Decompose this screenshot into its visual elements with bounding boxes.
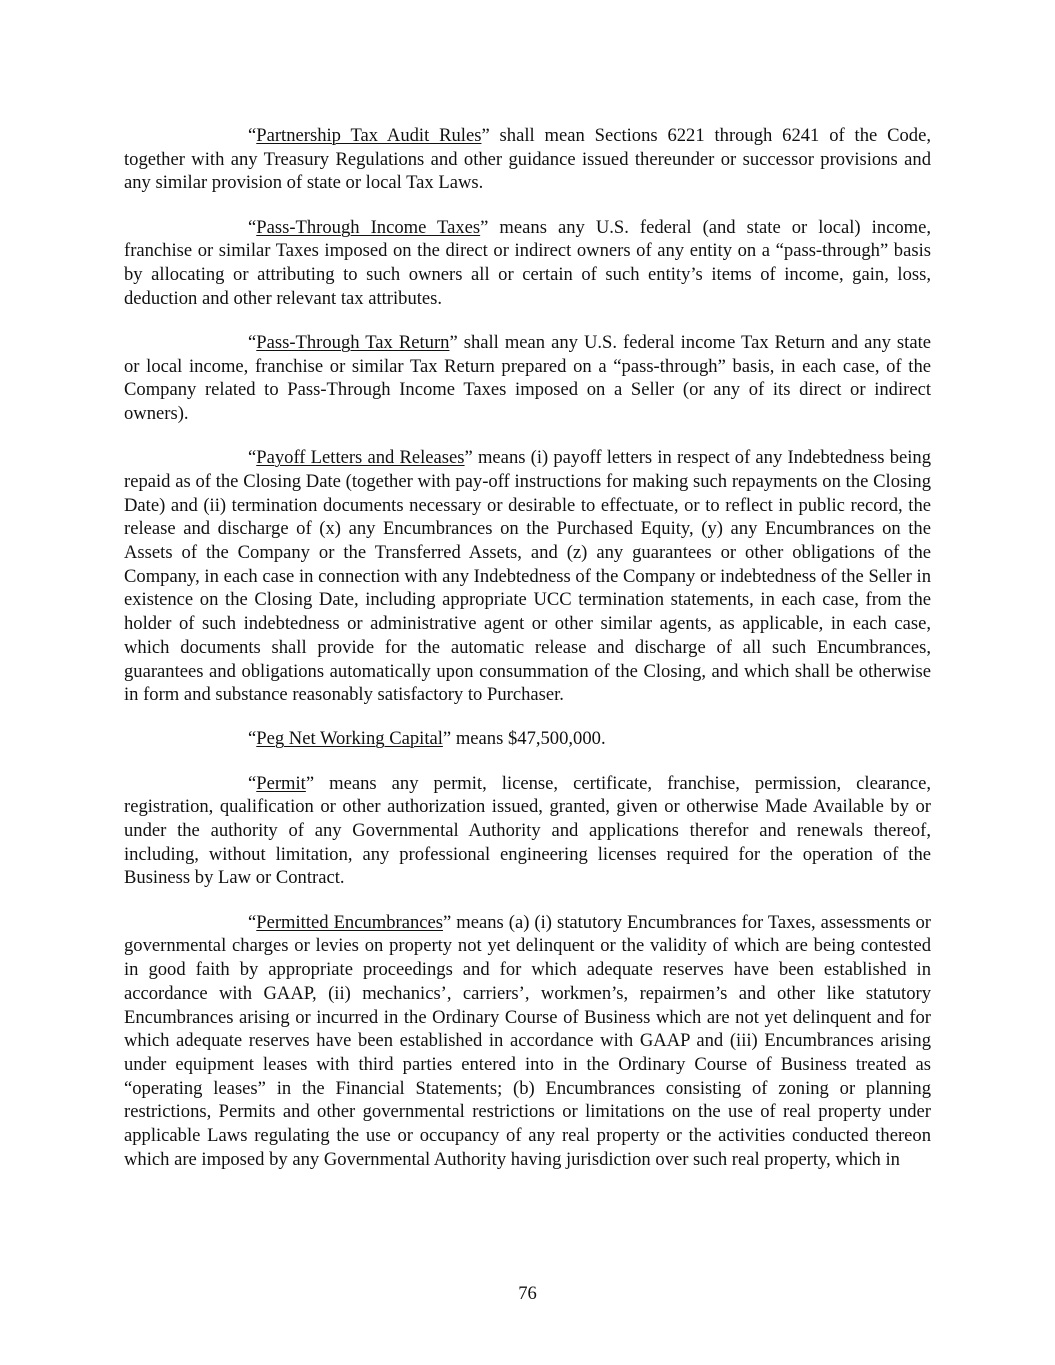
definition-text: ” shall mean Sections 6221 through 6241 of the Code, together with any Treasury Regulations and other guidance issued thereunder or successor provisions and any similar provision of state or local Tax Laws.	[124, 125, 931, 194]
definition-paragraph: “Partnership Tax Audit Rules” shall mean Sections 6221 through 6241 of the Code, together with any Treasury Regulations and other guidance issued thereunder or successor provisions and any similar provision of state or local Tax Laws.	[124, 125, 931, 194]
defined-term: Pass-Through Tax Return	[256, 331, 450, 353]
document-page	[124, 124, 931, 1192]
defined-term: Payoff Letters and Releases	[256, 447, 465, 469]
defined-term: Permit	[256, 772, 306, 794]
definition-text: ” means (a) (i) statutory Encumbrances for Taxes, assessments or governmental charges or levies on property not yet delinquent or the validity of which are being contested in good faith by appropriate proceedings and for which adequate reserves have been established in accordance with GAAP, (ii) mechanics’, carriers’, workmen’s, repairmen’s and other like statutory Encumbrances arising or incurred in the Ordinary Course of Business which are not yet delinquent and for which adequate reserves have been established in accordance with GAAP and (iii) Encumbrances arising under equipment leases with third parties entered into in the Ordinary Course of Business treated as “operating leases” in the Financial Statements; (b) Encumbrances consisting of zoning or planning restrictions, Permits and other governmental restrictions or limitations on the use of real property under applicable Laws regulating the use or occupancy of any real property or the activities conducted thereon which are imposed by any Governmental Authority having jurisdiction over such real property, which in	[124, 911, 931, 1170]
definition-paragraph: “Pass-Through Tax Return” shall mean any U.S. federal income Tax Return and any state or local income, franchise or similar Tax Return prepared on a “pass-through” basis, in each case, of the Company related to Pass-Through Income Taxes imposed on a Seller (or any of its direct or indirect owners).	[124, 331, 931, 425]
definition-text: ” shall mean any U.S. federal income Tax Return and any state or local income, franchise or similar Tax Return prepared on a “pass-through” basis, in each case, of the Company related to Pass-Through Income Taxes imposed on a Seller (or any of its direct or indirect owners).	[124, 331, 931, 425]
defined-term: Pass-Through Income Taxes	[256, 216, 481, 238]
defined-term: Partnership Tax Audit Rules	[256, 125, 482, 146]
definition-text: ” means any permit, license, certificate, franchise, permission, clearance, registration, qualification or other authorization issued, granted, given or otherwise Made Available by or under the authority of any Governmental Authority and applications therefor and renewals thereof, including, without limitation, any professional engineering licenses required for the operation of the Business by Law or Contract.	[124, 772, 931, 889]
definition-text: ” means (i) payoff letters in respect of any Indebtedness being repaid as of the Closing Date (together with pay-off instructions for making such repayments on the Closing Date) and (ii) termination documents necessary or desirable to effectuate, or to reflect in public record, the release and discharge of (x) any Encumbrances on the Purchased Equity, (y) any Encumbrances on the Assets of the Company or the Transferred Assets, and (z) any guarantees or other obligations of the Company, in each case in connection with any Indebtedness of the Company or indebtedness of the Seller in existence on the Closing Date, including appropriate UCC termination statements, in each case, from the holder of such indebtedness or administrative agent or other similar agents, as applicable, in each case, which documents shall provide for the automatic release and discharge of all such Encumbrances, guarantees and obligations automatically upon consummation of the Closing, and which shall be otherwise in form and substance reasonably satisfactory to Purchaser.	[124, 447, 932, 706]
definition-paragraph: “Pass-Through Income Taxes” means any U.S. federal (and state or local) income, franchise or similar Taxes imposed on the direct or indirect owners of any entity on a “pass-through” basis by allocating or attributing to such owners all or certain of such entity’s items of income, gain, loss, deduction and other relevant tax attributes.	[124, 216, 931, 309]
defined-term: Permitted Encumbrances	[256, 911, 444, 933]
definition-paragraph: “Peg Net Working Capital” means $47,500,000.	[248, 728, 606, 750]
definition-paragraph: “Permitted Encumbrances” means (a) (i) statutory Encumbrances for Taxes, assessments or governmental charges or levies on property not yet delinquent or the validity of which are being contested in good faith by appropriate proceedings and for which adequate reserves have been established in accordance with GAAP, (ii) mechanics’, carriers’, workmen’s, repairmen’s and other like statutory Encumbrances arising or incurred in the Ordinary Course of Business which are not yet delinquent and for which adequate reserves have been established in accordance with GAAP and (iii) Encumbrances arising under equipment leases with third parties entered into in the Ordinary Course of Business treated as “operating leases” in the Financial Statements; (b) Encumbrances consisting of zoning or planning restrictions, Permits and other governmental restrictions or limitations on the use of real property under applicable Laws regulating the use or occupancy of any real property or the activities conducted thereon which are imposed by any Governmental Authority having jurisdiction over such real property, which in	[124, 911, 931, 1170]
definition-paragraph: “Permit” means any permit, license, certificate, franchise, permission, clearance, registration, qualification or other authorization issued, granted, given or otherwise Made Available by or under the authority of any Governmental Authority and applications therefor and renewals thereof, including, without limitation, any professional engineering licenses required for the operation of the Business by Law or Contract.	[124, 772, 931, 889]
definition-text: ” means $47,500,000.	[442, 728, 606, 750]
definition-paragraph: “Payoff Letters and Releases” means (i) payoff letters in respect of any Indebtedness being repaid as of the Closing Date (together with pay-off instructions for making such repayments on the Closing Date) and (ii) termination documents necessary or desirable to effectuate, or to reflect in public record, the release and discharge of (x) any Encumbrances on the Purchased Equity, (y) any Encumbrances on the Assets of the Company or the Transferred Assets, and (z) any guarantees or other obligations of the Company, in each case in connection with any Indebtedness of the Company or indebtedness of the Seller in existence on the Closing Date, including appropriate UCC termination statements, in each case, from the holder of such indebtedness or administrative agent or other similar agents, as applicable, in each case, which documents shall provide for the automatic release and discharge of all such Encumbrances, guarantees and obligations automatically upon consummation of the Closing, and which shall be otherwise in form and substance reasonably satisfactory to Purchaser.	[124, 447, 932, 706]
defined-term: Peg Net Working Capital	[256, 728, 443, 750]
definition-text: ” means any U.S. federal (and state or local) income, franchise or similar Taxes imposed on the direct or indirect owners of any entity on a “pass-through” basis by allocating or attributing to such owners all or certain of such entity’s items of income, gain, loss, deduction and other relevant tax attributes.	[124, 216, 931, 309]
page-number: 76	[518, 1283, 537, 1304]
